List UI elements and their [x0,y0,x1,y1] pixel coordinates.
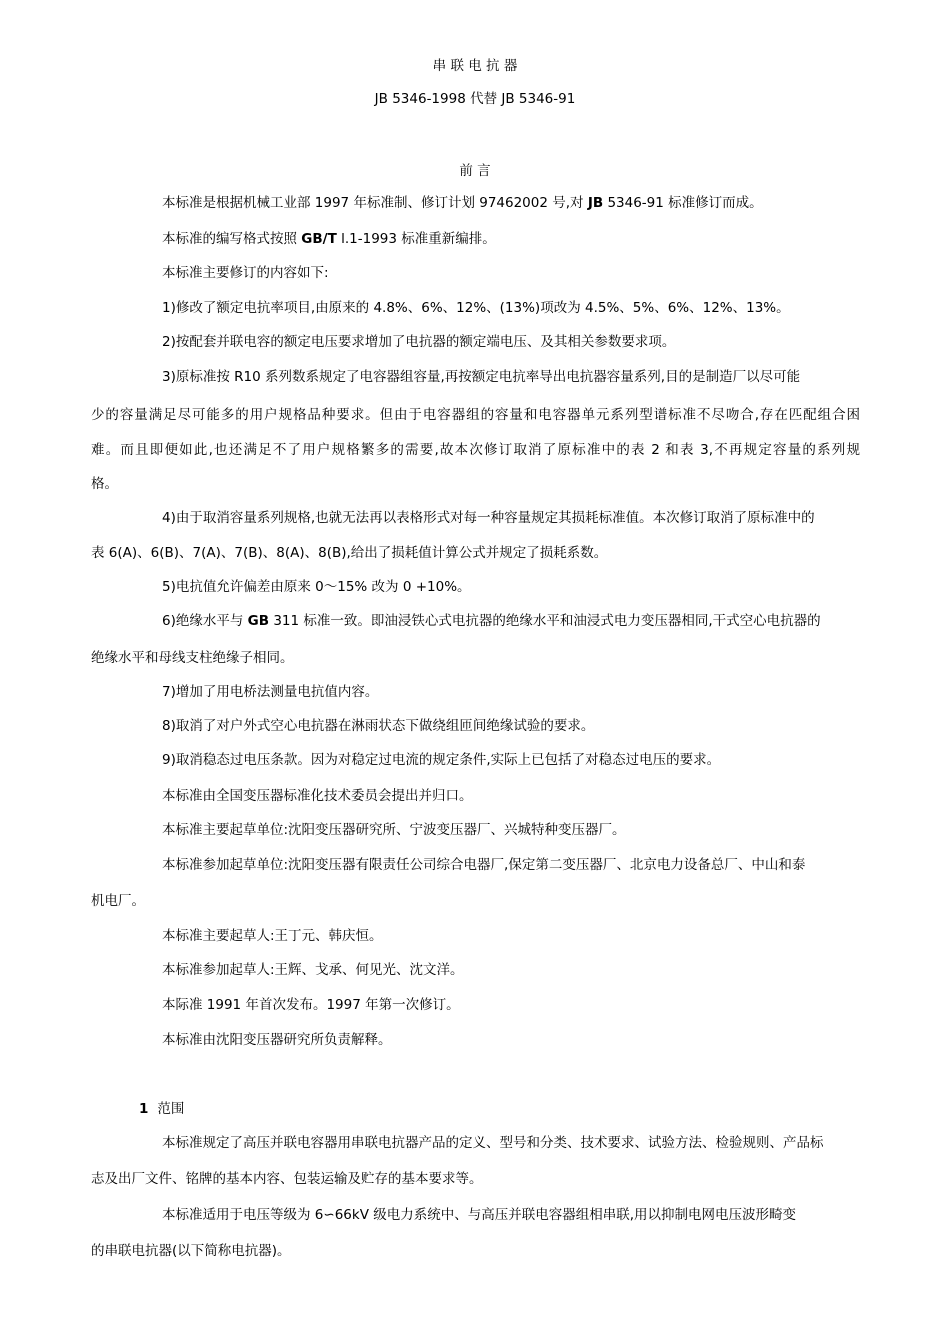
foreword-paragraph: 本标准由全国变压器标准化技术委员会提出并归口。 [162,788,473,804]
foreword-paragraph: 本标准由沈阳变压器研究所负责解释。 [162,1032,392,1048]
revision-item: 2)按配套并联电容的额定电压要求增加了电抗器的额定端电压、及其相关参数要求项。 [162,334,676,350]
foreword-paragraph: 本标准是根据机械工业部 1997 年标准制、修订计划 97462002 号,对 JB 5346-91 标准修订而成。 [162,195,763,211]
body-paragraph-continued: 志及出厂文件、铭牌的基本内容、包装运输及贮存的基本要求等。 [91,1171,483,1187]
body-paragraph-continued: 的串联电抗器(以下简称电抗器)。 [91,1243,291,1259]
revision-item: 4)由于取消容量系列规格,也就无法再以表格形式对每一种容量规定其损耗标准值。本次修订取消了原标准中的 [162,510,815,526]
foreword-paragraph: 本际准 1991 年首次发布。1997 年第一次修订。 [162,997,460,1013]
foreword-paragraph-continued: 机电厂。 [91,893,145,909]
foreword-paragraph: 本标准主要起草单位:沈阳变压器研究所、宁波变压器厂、兴城特种变压器厂。 [162,822,626,838]
standard-number: JB 5346-1998 代替 JB 5346-91 [374,91,576,107]
body-paragraph: 本标准适用于电压等级为 6∽66kV 级电力系统中、与高压并联电容器组相串联,用以抑制电网电压波形畸变 [162,1207,797,1223]
revision-item-continued: 格。 [91,476,118,492]
revision-item: 9)取消稳态过电压条款。因为对稳定过电流的规定条件,实际上已包括了对稳态过电压的要求。 [162,752,721,768]
foreword-paragraph: 本标准主要修订的内容如下: [162,265,329,281]
revision-item: 5)电抗值允许偏差由原来 0～15% 改为 0 +10%。 [162,579,471,595]
revision-item: 6)绝缘水平与 GB 311 标准一致。即油浸铁心式电抗器的绝缘水平和油浸式电力变压器相同,干式空心电抗器的 [162,613,821,629]
foreword-paragraph: 本标准的编写格式按照 GB/T l.1-1993 标准重新编排。 [162,231,496,247]
foreword-paragraph: 本标准参加起草人:王辉、戈承、何见光、沈文洋。 [162,962,464,978]
body-paragraph: 本标准规定了高压并联电容器用串联电抗器产品的定义、型号和分类、技术要求、试验方法、检验规则、产品标 [162,1135,824,1151]
revision-item-continued: 难。而且即便如此,也还满足不了用户规格繁多的需要,故本次修订取消了原标准中的表 2 和表 3,不再规定容量的系列规 [91,442,860,458]
foreword-heading: 前 言 [459,163,491,179]
revision-item-continued: 绝缘水平和母线支柱绝缘子相同。 [91,650,294,666]
document-title: 串 联 电 抗 器 [432,58,518,74]
revision-item: 8)取消了对户外式空心电抗器在淋雨状态下做绕组匝间绝缘试验的要求。 [162,718,595,734]
section-number: 1 [139,1101,149,1117]
section-title: 范围 [157,1101,185,1117]
revision-item: 7)增加了用电桥法测量电抗值内容。 [162,684,379,700]
revision-item-continued: 表 6(A)、6(B)、7(A)、7(B)、8(A)、8(B),给出了损耗值计算公式并规定了损耗系数。 [91,545,608,561]
foreword-paragraph: 本标准主要起草人:王丁元、韩庆恒。 [162,928,383,944]
revision-item-continued: 少的容量满足尽可能多的用户规格品种要求。但由于电容器组的容量和电容器单元系列型谱标准不尽吻合,存在匹配组合困 [91,407,860,423]
section-heading [139,1099,184,1119]
revision-item: 3)原标准按 R10 系列数系规定了电容器组容量,再按额定电抗率导出电抗器容量系列,目的是制造厂以尽可能 [162,369,801,385]
foreword-paragraph: 本标准参加起草单位:沈阳变压器有限责任公司综合电器厂,保定第二变压器厂、北京电力设备总厂、中山和泰 [162,857,806,873]
revision-item: 1)修改了额定电抗率项目,由原来的 4.8%、6%、12%、(13%)项改为 4.5%、5%、6%、12%、13%。 [162,300,790,316]
